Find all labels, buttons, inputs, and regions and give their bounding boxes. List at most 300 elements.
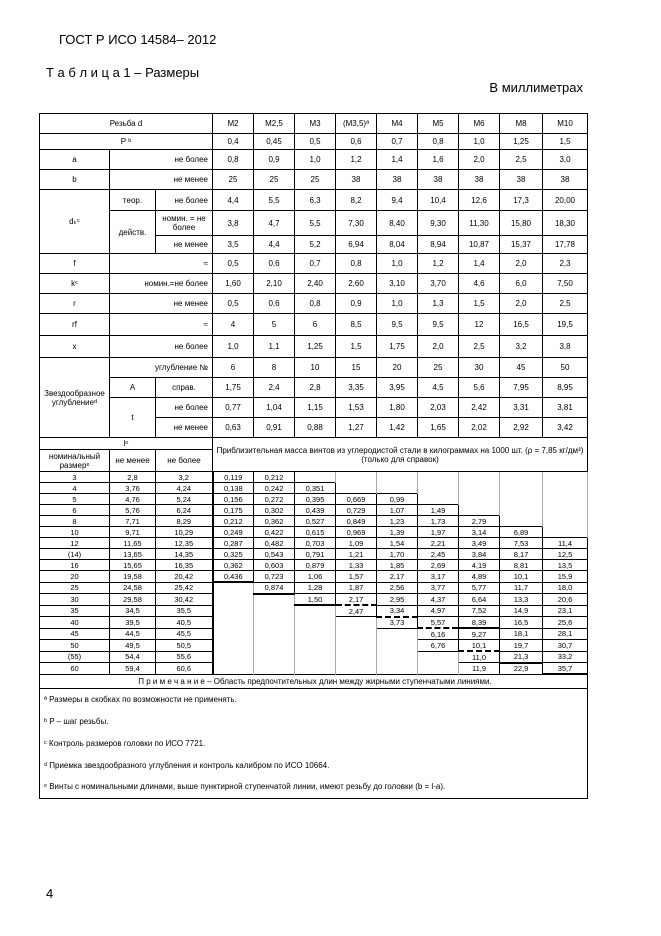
length-nominal: (55) — [40, 651, 110, 663]
length-min: 4,76 — [110, 494, 156, 505]
mass-value: 1,54 — [377, 538, 418, 549]
mass-value: 2,47 — [336, 605, 377, 617]
limit-label: не более — [156, 398, 213, 418]
mass-value: 0,325 — [213, 549, 254, 560]
mass-value — [336, 617, 377, 629]
length-nominal: 20 — [40, 571, 110, 583]
table-row — [40, 640, 588, 652]
mass-value: 7,52 — [459, 605, 500, 617]
mass-value: 0,849 — [336, 516, 377, 527]
length-min: 24,58 — [110, 582, 156, 594]
mass-value — [543, 472, 588, 483]
value-cell: 18,30 — [543, 211, 588, 236]
table-row — [40, 688, 588, 710]
table-row — [40, 190, 588, 211]
mass-value — [543, 505, 588, 516]
mass-value: 1,39 — [377, 527, 418, 538]
value-cell: 8 — [254, 358, 295, 378]
value-cell: 1,0 — [459, 134, 500, 150]
param-x: x — [40, 336, 110, 358]
mass-value: 1,87 — [336, 582, 377, 594]
value-cell: 0,5 — [213, 294, 254, 314]
value-cell: 10,4 — [418, 190, 459, 211]
mass-value — [213, 640, 254, 652]
mass-value — [500, 483, 543, 494]
value-cell: 30 — [459, 358, 500, 378]
length-min: 13,65 — [110, 549, 156, 560]
mass-value: 7,53 — [500, 538, 543, 549]
length-min: 3,76 — [110, 483, 156, 494]
mass-value — [459, 483, 500, 494]
value-cell: 2,0 — [500, 254, 543, 274]
value-cell: 1,4 — [377, 150, 418, 170]
value-cell: 10 — [295, 358, 336, 378]
mass-value — [459, 472, 500, 483]
length-max: 3,2 — [156, 472, 213, 483]
mass-value — [295, 628, 336, 640]
mass-value: 8,17 — [500, 549, 543, 560]
footnote-d: ᵈ Приемка звездообразного углубления и контроль калибром по ИСО 10664. — [40, 754, 588, 776]
value-cell: 0,9 — [336, 294, 377, 314]
mass-value: 0,249 — [213, 527, 254, 538]
mass-value — [543, 527, 588, 538]
limit-label: не менее — [110, 170, 213, 190]
table-row — [40, 582, 588, 594]
limit-label: номин.=не более — [110, 274, 213, 294]
mass-value: 0,156 — [213, 494, 254, 505]
value-cell: 1,4 — [459, 254, 500, 274]
value-cell: 0,88 — [295, 418, 336, 438]
table-row — [40, 538, 588, 549]
size-header: М5 — [418, 114, 459, 134]
length-min: 9,71 — [110, 527, 156, 538]
length-min: 7,71 — [110, 516, 156, 527]
mass-value: 10,1 — [459, 640, 500, 652]
mass-value — [254, 651, 295, 663]
value-cell: 17,78 — [543, 236, 588, 254]
size-header: М10 — [543, 114, 588, 134]
mass-value — [418, 483, 459, 494]
length-nominal: 35 — [40, 605, 110, 617]
mass-value: 25,6 — [543, 617, 588, 629]
mass-value — [336, 651, 377, 663]
mass-value — [377, 483, 418, 494]
thread-label: Резьба d — [40, 114, 213, 134]
mass-value: 2,56 — [377, 582, 418, 594]
value-cell: 5,5 — [254, 190, 295, 211]
mass-value: 0,543 — [254, 549, 295, 560]
length-nominal: 10 — [40, 527, 110, 538]
length-max: 50,5 — [156, 640, 213, 652]
table-row — [40, 594, 588, 606]
value-cell: 38 — [459, 170, 500, 190]
limit-label: не менее — [110, 294, 213, 314]
value-cell: 25 — [213, 170, 254, 190]
value-cell: 0,4 — [213, 134, 254, 150]
mass-value: 3,49 — [459, 538, 500, 549]
value-cell: 17,3 — [500, 190, 543, 211]
mass-value — [459, 505, 500, 516]
footnote-e: ᵉ Винты с номинальными длинами, выше пунктирной ступенчатой линии, имеют резьбу до головки (b = l-a). — [40, 776, 588, 798]
value-cell: 0,8 — [213, 150, 254, 170]
value-cell: 2,5 — [500, 150, 543, 170]
mass-value: 1,97 — [418, 527, 459, 538]
mass-value: 0,287 — [213, 538, 254, 549]
value-cell: 15,80 — [500, 211, 543, 236]
limit-label: не менее — [110, 450, 156, 472]
mass-value: 0,395 — [295, 494, 336, 505]
mass-value: 0,615 — [295, 527, 336, 538]
mass-value — [254, 605, 295, 617]
param-b: b — [40, 170, 110, 190]
mass-value: 23,1 — [543, 605, 588, 617]
value-cell: 2,10 — [254, 274, 295, 294]
footnote-b: ᵇ P – шаг резьбы. — [40, 710, 588, 732]
table-row — [40, 150, 588, 170]
mass-value: 6,89 — [500, 527, 543, 538]
mass-value: 10,1 — [500, 571, 543, 583]
mass-value: 8,39 — [459, 617, 500, 629]
mass-value: 18,0 — [543, 582, 588, 594]
value-cell: 4,6 — [459, 274, 500, 294]
value-cell: 1,0 — [295, 150, 336, 170]
value-cell: 6,0 — [500, 274, 543, 294]
table-row — [40, 732, 588, 754]
mass-value: 18,1 — [500, 628, 543, 640]
mass-value: 0,302 — [254, 505, 295, 516]
mass-value: 1,70 — [377, 549, 418, 560]
mass-value: 1,06 — [295, 571, 336, 583]
mass-value: 5,77 — [459, 582, 500, 594]
table-row — [40, 114, 588, 134]
value-cell: 1,75 — [213, 378, 254, 398]
mass-value: 19,7 — [500, 640, 543, 652]
mass-value: 1,85 — [377, 560, 418, 571]
value-cell: 0,5 — [213, 254, 254, 274]
length-nominal: 25 — [40, 582, 110, 594]
value-cell: 15 — [336, 358, 377, 378]
table-row — [40, 398, 588, 418]
length-max: 25,42 — [156, 582, 213, 594]
value-cell: 3,42 — [543, 418, 588, 438]
value-cell: 4,7 — [254, 211, 295, 236]
value-cell: 45 — [500, 358, 543, 378]
length-min: 34,5 — [110, 605, 156, 617]
value-cell: 10,87 — [459, 236, 500, 254]
length-max: 8,29 — [156, 516, 213, 527]
mass-value: 1,50 — [295, 594, 336, 606]
mass-value — [254, 594, 295, 606]
mass-value: 1,09 — [336, 538, 377, 549]
value-cell: 0,5 — [295, 134, 336, 150]
value-cell: 2,0 — [500, 294, 543, 314]
mass-value: 35,7 — [543, 663, 588, 675]
length-max: 4,24 — [156, 483, 213, 494]
table-row — [40, 560, 588, 571]
table-row — [40, 663, 588, 675]
table-row — [40, 483, 588, 494]
mass-value — [418, 494, 459, 505]
param-a: a — [40, 150, 110, 170]
value-cell: 38 — [543, 170, 588, 190]
mass-value: 0,272 — [254, 494, 295, 505]
mass-value: 5,57 — [418, 617, 459, 629]
mass-value — [500, 472, 543, 483]
mass-value: 6,76 — [418, 640, 459, 652]
mass-value — [254, 617, 295, 629]
page-number: 4 — [46, 886, 54, 901]
nominal-size-label: номинальный размерᵉ — [40, 450, 110, 472]
mass-value: 0,969 — [336, 527, 377, 538]
mass-value: 13,5 — [543, 560, 588, 571]
mass-value: 3,17 — [418, 571, 459, 583]
limit-label: не менее — [156, 236, 213, 254]
mass-value — [213, 605, 254, 617]
value-cell: 2,02 — [459, 418, 500, 438]
table-row — [40, 505, 588, 516]
mass-value — [336, 483, 377, 494]
value-cell: 9,5 — [418, 314, 459, 336]
table-row — [40, 358, 588, 378]
value-cell: 4 — [213, 314, 254, 336]
param-P: P ᵇ — [40, 134, 213, 150]
mass-value: 0,138 — [213, 483, 254, 494]
length-min: 29,58 — [110, 594, 156, 606]
mass-value — [295, 472, 336, 483]
approx-label: ≈ — [110, 254, 213, 274]
value-cell: 38 — [500, 170, 543, 190]
value-cell: 1,53 — [336, 398, 377, 418]
value-cell: 0,63 — [213, 418, 254, 438]
mass-value: 0,99 — [377, 494, 418, 505]
value-cell: 7,95 — [500, 378, 543, 398]
length-nominal: 60 — [40, 663, 110, 675]
length-nominal: 45 — [40, 628, 110, 640]
star-recess-label: Звездообразное углублениеᵈ — [40, 358, 110, 438]
table-row — [40, 776, 588, 798]
value-cell: 3,35 — [336, 378, 377, 398]
table-row — [40, 628, 588, 640]
value-cell: 8,94 — [418, 236, 459, 254]
value-cell: 3,5 — [213, 236, 254, 254]
mass-value — [254, 663, 295, 675]
mass-value — [543, 516, 588, 527]
value-cell: 12,6 — [459, 190, 500, 211]
mass-value — [295, 651, 336, 663]
length-max: 60,6 — [156, 663, 213, 675]
value-cell: 4,4 — [254, 236, 295, 254]
limit-label: номин. = не более — [156, 211, 213, 236]
mass-value — [295, 617, 336, 629]
table-row — [40, 314, 588, 336]
mass-value — [213, 582, 254, 594]
mass-value — [377, 663, 418, 675]
value-cell: 25 — [295, 170, 336, 190]
table-row — [40, 274, 588, 294]
mass-value — [377, 472, 418, 483]
value-cell: 1,25 — [500, 134, 543, 150]
param-r: r — [40, 294, 110, 314]
value-cell: 2,92 — [500, 418, 543, 438]
length-max: 40,5 — [156, 617, 213, 629]
value-cell: 0,7 — [295, 254, 336, 274]
length-min: 5,76 — [110, 505, 156, 516]
value-cell: 5,2 — [295, 236, 336, 254]
mass-value: 0,879 — [295, 560, 336, 571]
value-cell: 0,7 — [377, 134, 418, 150]
mass-value: 2,95 — [377, 594, 418, 606]
value-cell: 1,2 — [418, 254, 459, 274]
recess-no-label: углубление № — [110, 358, 213, 378]
mass-value: 0,603 — [254, 560, 295, 571]
value-cell: 3,31 — [500, 398, 543, 418]
value-cell: 8,5 — [336, 314, 377, 336]
table-row — [40, 617, 588, 629]
value-cell: 2,42 — [459, 398, 500, 418]
footnote-note: П р и м е ч а н и е – Область предпочтительных длин между жирными ступенчатыми линиями. — [40, 674, 588, 688]
value-cell: 3,70 — [418, 274, 459, 294]
length-min: 11,65 — [110, 538, 156, 549]
table-row — [40, 651, 588, 663]
length-max: 20,42 — [156, 571, 213, 583]
mass-value: 2,17 — [377, 571, 418, 583]
mass-value: 0,362 — [213, 560, 254, 571]
mass-value: 2,79 — [459, 516, 500, 527]
mass-value — [336, 640, 377, 652]
mass-value — [543, 483, 588, 494]
length-nominal: 50 — [40, 640, 110, 652]
value-cell: 6,3 — [295, 190, 336, 211]
mass-value: 0,175 — [213, 505, 254, 516]
table-row — [40, 605, 588, 617]
value-cell: 0,91 — [254, 418, 295, 438]
value-cell: 3,81 — [543, 398, 588, 418]
value-cell: 25 — [418, 358, 459, 378]
value-cell: 8,40 — [377, 211, 418, 236]
mass-value — [418, 663, 459, 675]
value-cell: 11,30 — [459, 211, 500, 236]
value-cell: 16,5 — [500, 314, 543, 336]
mass-value: 2,21 — [418, 538, 459, 549]
value-cell: 9,5 — [377, 314, 418, 336]
param-f: f — [40, 254, 110, 274]
length-nominal: 16 — [40, 560, 110, 571]
mass-value — [500, 516, 543, 527]
mass-value — [336, 472, 377, 483]
mass-value: 0,791 — [295, 549, 336, 560]
theor-label: теор. — [110, 190, 156, 211]
value-cell: 2,60 — [336, 274, 377, 294]
value-cell: 1,27 — [336, 418, 377, 438]
size-header: М2 — [213, 114, 254, 134]
mass-value: 3,84 — [459, 549, 500, 560]
mass-value — [213, 651, 254, 663]
value-cell: 1,15 — [295, 398, 336, 418]
value-cell: 50 — [543, 358, 588, 378]
mass-value: 4,19 — [459, 560, 500, 571]
length-max: 55,6 — [156, 651, 213, 663]
mass-value: 28,1 — [543, 628, 588, 640]
mass-value: 0,729 — [336, 505, 377, 516]
actual-label: действ. — [110, 211, 156, 254]
value-cell: 1,0 — [377, 254, 418, 274]
value-cell: 9,30 — [418, 211, 459, 236]
param-rf: rf — [40, 314, 110, 336]
mass-value — [336, 628, 377, 640]
mass-value — [295, 605, 336, 617]
table-row — [40, 710, 588, 732]
table-row — [40, 294, 588, 314]
mass-value — [543, 494, 588, 505]
mass-value: 1,28 — [295, 582, 336, 594]
value-cell: 1,0 — [213, 336, 254, 358]
table-row — [40, 549, 588, 560]
mass-value — [459, 494, 500, 505]
mass-value — [377, 640, 418, 652]
value-cell: 3,8 — [213, 211, 254, 236]
mass-value: 0,351 — [295, 483, 336, 494]
table-row — [40, 211, 588, 236]
mass-value: 0,212 — [254, 472, 295, 483]
param-l: lᵉ — [40, 438, 213, 450]
length-min: 39,5 — [110, 617, 156, 629]
mass-value: 21,3 — [500, 651, 543, 663]
mass-value — [377, 651, 418, 663]
param-k: kᶜ — [40, 274, 110, 294]
mass-value: 1,33 — [336, 560, 377, 571]
value-cell: 6,94 — [336, 236, 377, 254]
value-cell: 2,3 — [543, 254, 588, 274]
length-nominal: 4 — [40, 483, 110, 494]
length-nominal: 6 — [40, 505, 110, 516]
value-cell: 8,04 — [377, 236, 418, 254]
value-cell: 3,0 — [543, 150, 588, 170]
mass-value: 0,242 — [254, 483, 295, 494]
value-cell: 1,04 — [254, 398, 295, 418]
size-header: М4 — [377, 114, 418, 134]
mass-value: 11,0 — [459, 651, 500, 663]
value-cell: 19,5 — [543, 314, 588, 336]
length-nominal: 8 — [40, 516, 110, 527]
value-cell: 2,4 — [254, 378, 295, 398]
value-cell: 1,6 — [418, 150, 459, 170]
param-dk: dₖᶜ — [40, 190, 110, 254]
table-row — [40, 134, 588, 150]
value-cell: 1,42 — [377, 418, 418, 438]
mass-value: 16,5 — [500, 617, 543, 629]
mass-value: 22,9 — [500, 663, 543, 675]
mass-value: 13,3 — [500, 594, 543, 606]
mass-value: 3,14 — [459, 527, 500, 538]
value-cell: 5,5 — [295, 211, 336, 236]
value-cell: 4,5 — [418, 378, 459, 398]
mass-value: 11,4 — [543, 538, 588, 549]
mass-value: 3,73 — [377, 617, 418, 629]
param-t: t — [110, 398, 156, 438]
mass-value: 2,45 — [418, 549, 459, 560]
value-cell: 6 — [295, 314, 336, 336]
units-label: В миллиметрах — [489, 80, 583, 95]
mass-value — [418, 651, 459, 663]
table-title: Т а б л и ц а 1 – Размеры — [46, 65, 200, 80]
mass-value: 3,77 — [418, 582, 459, 594]
table-row — [40, 472, 588, 483]
value-cell: 1,2 — [336, 150, 377, 170]
value-cell: 1,5 — [543, 134, 588, 150]
mass-value: 4,89 — [459, 571, 500, 583]
value-cell: 38 — [418, 170, 459, 190]
mass-value: 0,723 — [254, 571, 295, 583]
